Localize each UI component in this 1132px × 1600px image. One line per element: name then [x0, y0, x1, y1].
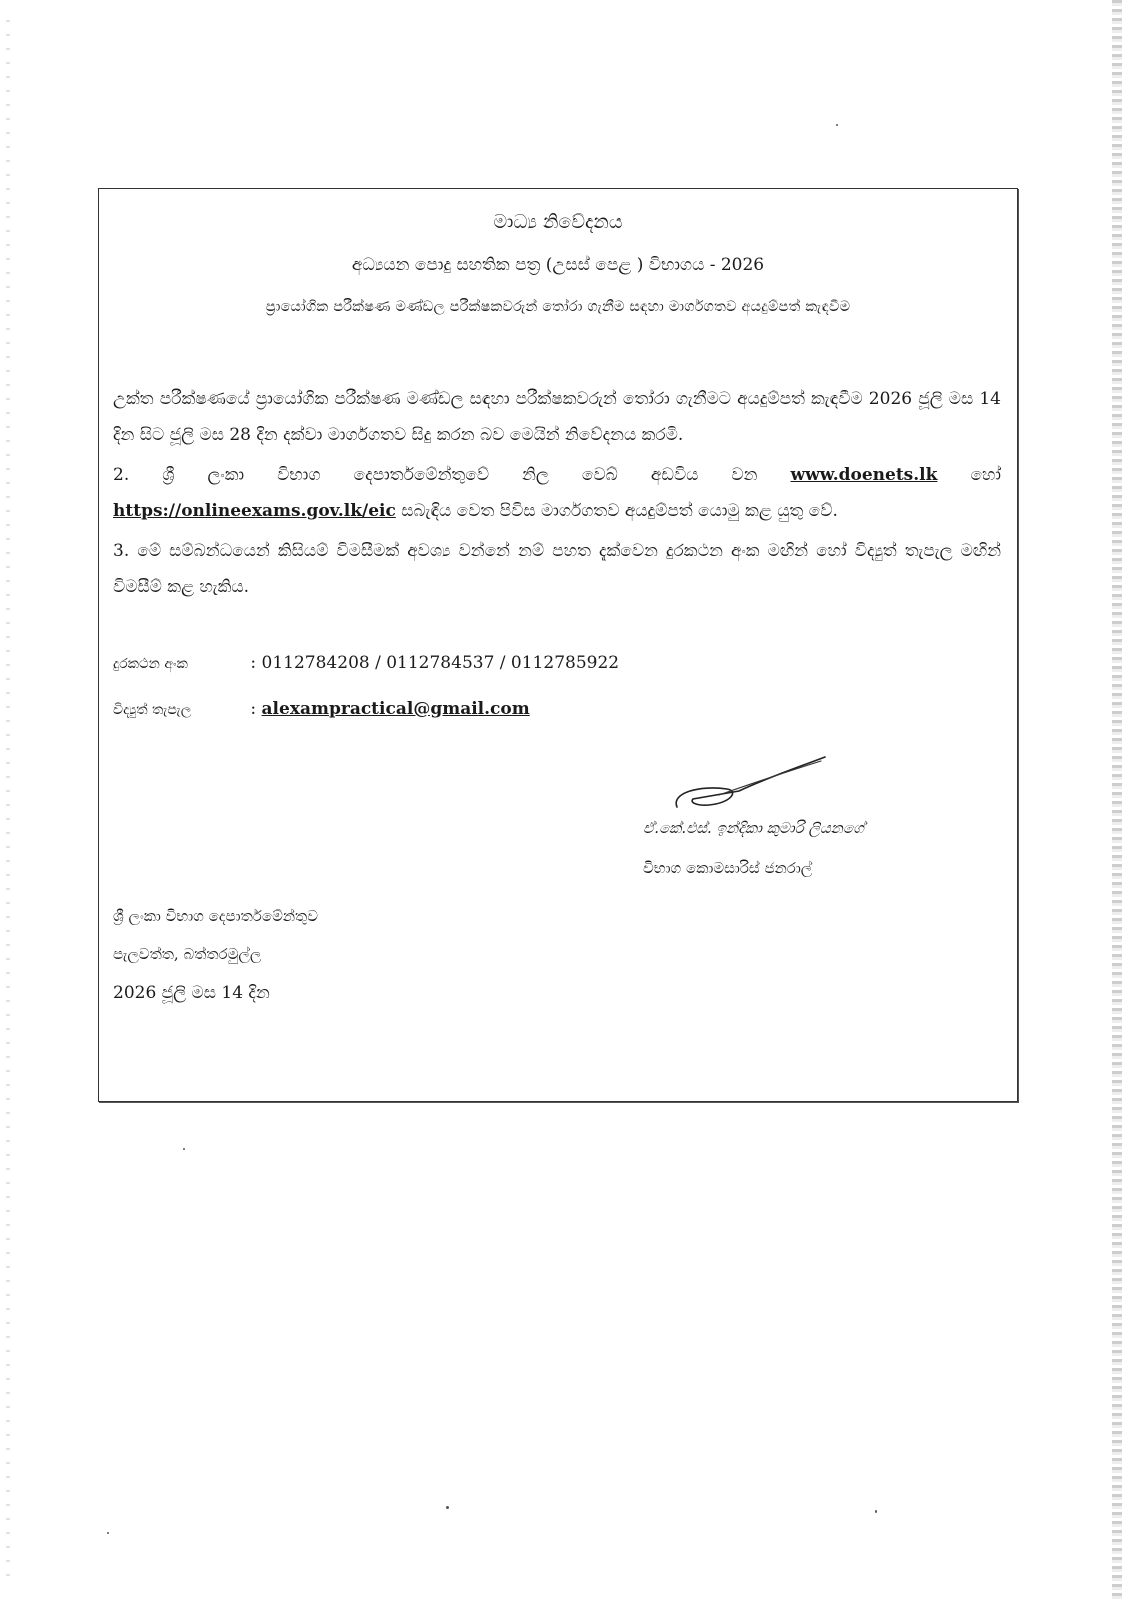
phone-numbers: : 0112784208 / 0112784537 / 0112785922: [250, 653, 620, 673]
onlineexams-link[interactable]: https://onlineexams.gov.lk/eic: [113, 501, 396, 521]
notice-date: 2026 ජූලි මස 14 දින: [113, 983, 270, 1003]
email-label: විද්‍යුත් තැපැල: [113, 702, 192, 718]
address-line-1: ශ්‍රී ලංකා විභාග දෙපාර්තමේන්තුව: [113, 907, 319, 925]
signature-image: [669, 745, 829, 825]
media-notice: [98, 188, 1018, 1102]
scan-speck: [836, 124, 838, 126]
scan-edge-left: [6, 20, 10, 1580]
notice-subtitle: අධ්‍යයන පොදු සහතික පත්‍ර (උසස් පෙළ ) විභාගය - 2026: [351, 255, 765, 275]
paragraph-2: [113, 457, 1001, 529]
notice-heading: ප්‍රායෝගික පරීක්ෂණ මණ්ඩල පරීක්ෂකවරුන් තෝරා ගැනීම සඳහා මාර්ගගතව අයදුම්පත් කැඳවීම: [265, 299, 851, 315]
doenets-link[interactable]: www.doenets.lk: [790, 465, 938, 485]
paragraph-2-end: සබැඳිය වෙත පිවිස මාර්ගගතව අයදුම්පත් යොමු කළ යුතු වේ.: [401, 501, 838, 521]
signatory-title: විභාග කොමසාරිස් ජනරාල්: [643, 859, 813, 877]
scan-speck: [875, 1510, 877, 1513]
scan-speck: [446, 1506, 449, 1509]
phone-label: දුරකථන අංක: [113, 656, 188, 672]
address-line-2: පැලවත්ත, බත්තරමුල්ල: [113, 945, 262, 963]
notice-title: මාධ්‍ය නිවේදනය: [493, 211, 623, 233]
paragraph-3: 3. මේ සම්බන්ධයෙන් කිසියම් විමසීමක් අවශ්‍ය වන්නේ නම් පහත දැක්වෙන දුරකථන අංක මඟින් හෝ විද්‍යුත් තැපැල මඟින් විමසීම් කළ හැකිය.: [113, 541, 1001, 597]
scan-speck: [183, 1148, 185, 1150]
phone-contact: [113, 653, 619, 673]
email-address-link[interactable]: alexampractical@gmail.com: [261, 699, 530, 719]
paragraph-1: උක්ත පරීක්ෂණයේ ප්‍රායෝගික පරීක්ෂණ මණ්ඩල සඳහා පරීක්ෂකවරුන් තෝරා ගැනීමට අයදුම්පත් කැඳවීම 2026 ජූලි මස 14 දින සිට ජූලි මස 28 දින දක්වා මාර්ගගතව සිදු කරන බව මෙයින් නිවේදනය කරමි.: [113, 389, 1001, 445]
scan-edge-right: [1112, 0, 1122, 1600]
paragraph-2-or: හෝ: [970, 465, 1002, 485]
email-contact: [113, 699, 530, 719]
email-colon: :: [250, 699, 257, 719]
signatory-name: ඒ.කේ.එස්. ඉන්දිකා කුමාරි ලියනගේ: [643, 819, 864, 837]
paragraph-2-start: 2. ශ්‍රී ලංකා විභාග දෙපාර්තමේන්තුවේ නිල වෙබ් අඩවිය වන: [113, 465, 758, 485]
scan-speck: [107, 1532, 109, 1534]
